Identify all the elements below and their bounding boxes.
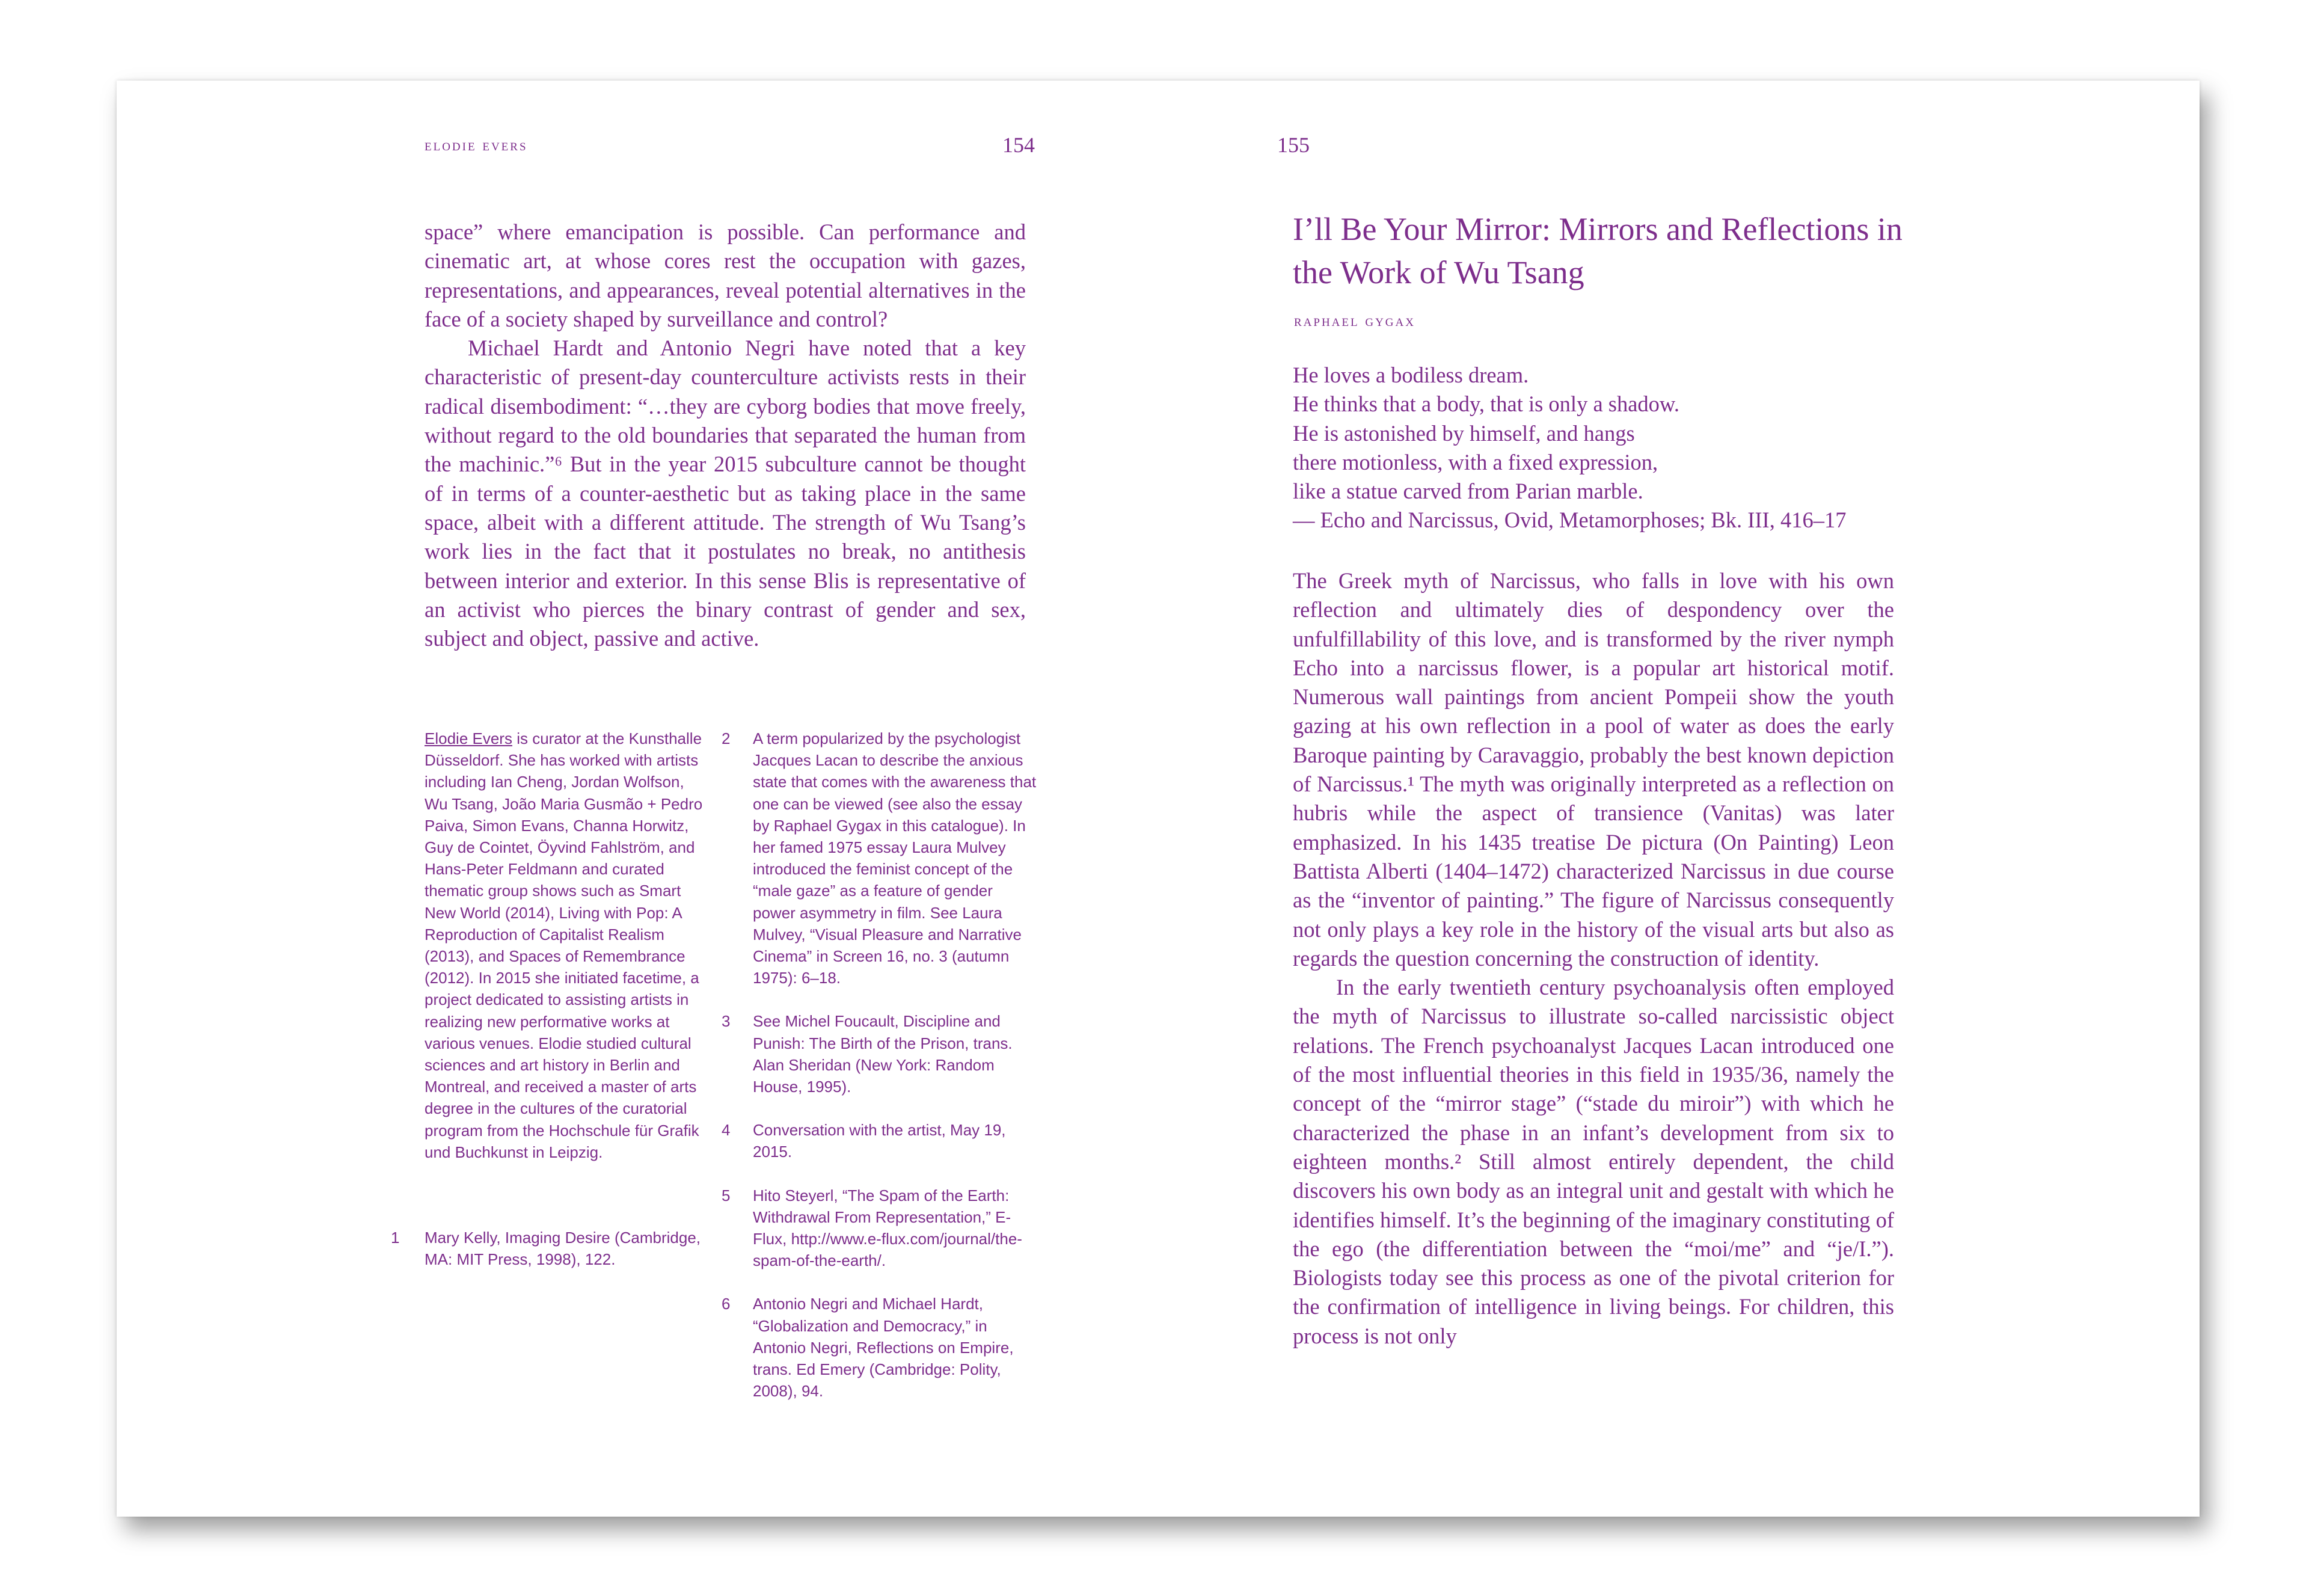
epigraph-line: He loves a bodiless dream. [1293,363,1529,387]
page-number-right: 155 [1277,133,1310,157]
epigraph [1293,361,1954,535]
footnote-number: 6 [722,1295,731,1313]
left-body-text [425,218,1026,653]
paragraph: In the early twentieth century psychoanalysis often employed the myth of Narcissus to illustrate so-called narcissistic object relations. The French psychoanalyst Jacques Lacan introduced one of the most influential theories in this field in 1935/36, namely the concept of the “mirror stage” (“stade du miroir”) with which he characterized the phase in an infant’s development from six to eighteen months.² Still almost entirely dependent, the child discovers his own body as an integral unit and gestalt with which he identifies himself. It’s the beginning of the imaginary constituting of the ego (the differentiation between the “moi/me” and “je/I.”). Biologists today see this process as one of the pivotal criterion for the confirmation of intelligence in living beings. For children, this process is not only [1293,975,1894,1348]
footnote [722,1293,1039,1402]
running-head: elodie evers [425,136,528,154]
article-author: raphael gygax [1294,312,1415,330]
bio-text: is curator at the Kunsthalle Düsseldorf. She has worked with artists including Ian Cheng, Jordan Wolfson, Wu Tsang, João Maria Gusmão + Pedro Paiva, Simon Evans, Channa Horwitz, Guy de Cointet, Öyvind Fahlström, and Hans-Peter Feldmann and curated thematic group shows such as Smart New World (2014), Living with Pop: A Reproduction of Capitalist Realism (2013), and Spaces of Remembrance (2012). In 2015 she initiated facetime, a project dedicated to assisting artists in realizing new performative works at various venues. Elodie studied cultural sciences and art history in Berlin and Montreal, and received a master of arts degree in the cultures of the curatorial program from the Hochschule für Grafik und Buchkunst in Leipzig. [425,729,703,1161]
page-number-left: 154 [1002,133,1035,157]
right-body-text [1293,566,1894,1351]
epigraph-line: He is astonished by himself, and hangs [1293,420,1635,446]
footnote [722,1010,1039,1097]
epigraph-line: like a statue carved from Parian marble. [1293,479,1643,504]
footnote-text: A term popularized by the psychologist Jacques Lacan to describe the anxious state that comes with the awareness that one can be viewed (see also the essay by Raphael Gygax in this catalogue). In her famed 1975 essay Laura Mulvey introduced the feminist concept of the “male gaze” as a feature of gender power asymmetry in film. See Laura Mulvey, “Visual Pleasure and Narrative Cinema” in Screen 16, no. 3 (autumn 1975): 6–18. [753,729,1037,987]
footnote-text: Antonio Negri and Michael Hardt, “Globalization and Democracy,” in Antonio Negri, Reflections on Empire, trans. Ed Emery (Cambridge: Polity, 2008), 94. [753,1295,1014,1401]
footnote-number: 3 [722,1012,731,1031]
footnote-text: Mary Kelly, Imaging Desire (Cambridge, MA: MIT Press, 1998), 122. [425,1229,701,1269]
footnote-number: 2 [722,729,731,747]
epigraph-attribution: — Echo and Narcissus, Ovid, Metamorphoses; Bk. III, 416–17 [1293,508,1847,533]
paragraph: The Greek myth of Narcissus, who falls in love with his own reflection and ultimately dies of despondency over the unfulfillability of this love, and is transformed by the river nymph Echo into a narcissus flower, is a popular art historical motif. Numerous wall paintings from ancient Pompeii show the youth gazing at his own reflection in a pool of water as does the early Baroque painting by Caravaggio, probably the best known depiction of Narcissus.¹ The myth was originally interpreted as a reflection on hubris while the aspect of transience (Vanitas) was later emphasized. In his 1435 treatise De pictura (On Painting) Leon Battista Alberti (1404–1472) characterized Narcissus in due course as the “inventor of painting.” The figure of Narcissus consequently not only plays a key role in the history of the visual arts but also as regards the question concerning the construction of identity. [1293,568,1894,971]
paragraph: space” where emancipation is possible. Can performance and cinematic art, at whose cores rest the occupation with gazes, representations, and appearances, reveal potential alternatives in the face of a society shaped by surveillance and control? [425,219,1026,331]
footnote-text: Conversation with the artist, May 19, 2015. [753,1121,1006,1161]
footnote-text: See Michel Foucault, Discipline and Punish: The Birth of the Prison, trans. Alan Sheridan (New York: Random House, 1995). [753,1012,1013,1096]
footnotes-column-2 [722,728,1039,1423]
footnote [722,1119,1039,1162]
footnotes-column-1 [391,1227,707,1292]
footnote-number: 1 [391,1229,400,1247]
paragraph: Michael Hardt and Antonio Negri have noted that a key characteristic of present-day counterculture activists rests in their radical disembodiment: “…they are cyborg bodies that move freely, without regard to the old boundaries that separated the human from the machinic.”⁶ But in the year 2015 subculture cannot be thought of in terms of a counter-aesthetic but as taking place in the same space, albeit with a different attitude. The strength of Wu Tsang’s work lies in the fact that it postulates no break, no antithesis between interior and exterior. In this sense Blis is representative of an activist who pierces the binary contrast of gender and sex, subject and object, passive and active. [425,336,1026,651]
footnote-number: 5 [722,1186,731,1205]
author-bio [425,728,707,1163]
epigraph-line: He thinks that a body, that is only a shadow. [1293,391,1680,417]
footnote [722,1185,1039,1272]
epigraph-line: there motionless, with a fixed expression, [1293,449,1658,474]
bio-author-name: Elodie Evers [425,729,512,747]
footnote [722,728,1039,989]
footnote [391,1227,707,1270]
footnote-text: Hito Steyerl, “The Spam of the Earth: Withdrawal From Representation,” E-Flux, http://www.e-flux.com/journal/the-spam-of-the-earth/. [753,1186,1022,1270]
footnote-number: 4 [722,1121,731,1140]
article-title: I’ll Be Your Mirror: Mirrors and Reflections in the Work of Wu Tsang [1293,211,1903,290]
